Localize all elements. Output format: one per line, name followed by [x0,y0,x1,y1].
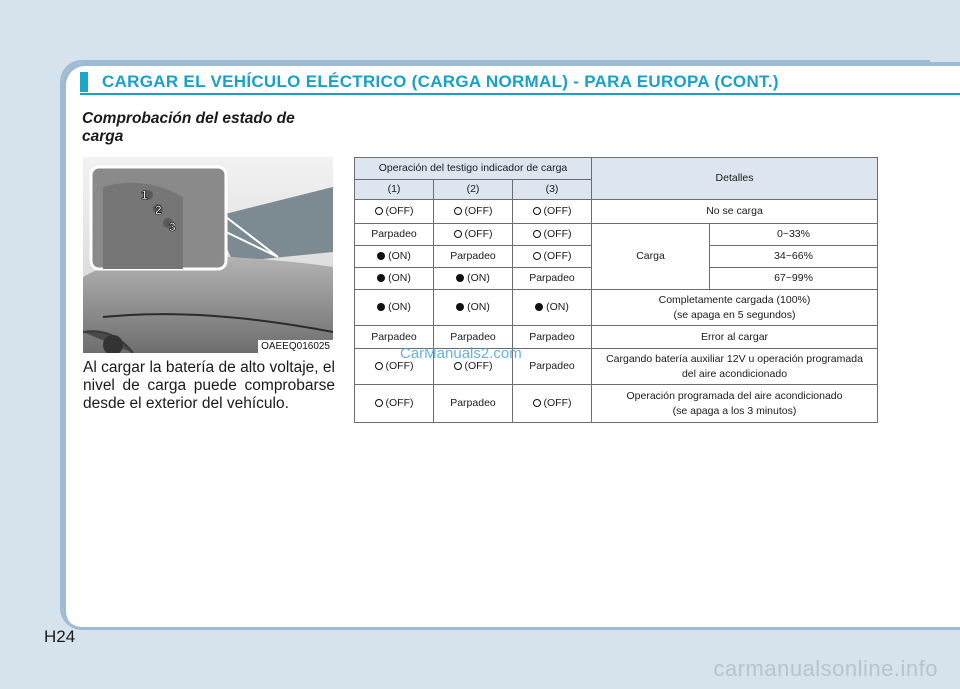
indicator-cell-2 [434,224,513,246]
table-row [355,200,878,224]
indicator-state: Parpadeo [450,250,496,262]
table-row [355,224,878,246]
indicator-state: Parpadeo [450,397,496,409]
indicator-state: (OFF) [385,360,414,372]
indicator-state: (OFF) [543,397,572,409]
lamp-off-icon [375,399,383,407]
detail-cell [592,290,878,326]
indicator-state: (ON) [546,301,569,313]
detail-line-2: (se apaga a los 3 minutos) [672,404,797,417]
footer-brand: carmanualsonline.info [713,656,938,681]
indicator-cell-2 [434,246,513,268]
lamp-off-icon [454,207,462,215]
charge-status-table [354,157,878,423]
callout-1: 1 [141,188,148,202]
indicator-state: (OFF) [543,205,572,217]
indicator-state: (OFF) [464,228,493,240]
indicator-cell-1 [355,200,434,224]
indicator-cell-2 [434,268,513,290]
indicator-cell-3 [513,246,592,268]
detail-line-1: Operación programada del aire acondicionado [626,389,843,402]
lamp-off-icon [454,362,462,370]
callout-2: 2 [155,203,162,217]
vehicle-illustration [83,157,333,353]
indicator-cell-1 [355,268,434,290]
indicator-cell-3 [513,200,592,224]
indicator-cell-3 [513,349,592,385]
lamp-off-icon [454,230,462,238]
indicator-cell-1 [355,246,434,268]
column-1: (1) [355,180,434,200]
lamp-off-icon [533,230,541,238]
indicator-state: (ON) [388,301,411,313]
detail-line-1: Cargando batería auxiliar 12V u operación programada [606,352,863,365]
indicator-cell-3 [513,268,592,290]
detail-line-2: (se apaga en 5 segundos) [673,308,796,321]
header-accent-bar [80,72,88,92]
detail-line-1: Completamente cargada (100%) [658,293,811,306]
lamp-on-icon [456,274,464,282]
detail-cell: Error al cargar [592,326,878,349]
detail-line-2: del aire acondicionado [681,367,788,380]
indicator-state: Parpadeo [529,360,575,372]
detail-cell: 0~33% [710,224,878,246]
indicator-state: (OFF) [543,228,572,240]
carga-cell: Carga [592,224,710,290]
car-hood-drawing [83,157,333,353]
detail-cell: 67~99% [710,268,878,290]
indicator-cell-1 [355,385,434,423]
indicator-state: Parpadeo [371,228,417,240]
indicator-cell-3 [513,290,592,326]
indicator-cell-2 [434,385,513,423]
indicator-state: Parpadeo [371,330,417,343]
indicator-cell-3 [513,326,592,349]
indicator-state: Parpadeo [529,272,575,284]
lamp-on-icon [456,303,464,311]
indicator-state: (ON) [388,250,411,262]
indicator-cell-1 [355,224,434,246]
lamp-off-icon [375,362,383,370]
indicator-state: (OFF) [385,205,414,217]
page-tab [930,52,960,62]
detail-cell [592,349,878,385]
table-row [355,290,878,326]
page-number: H24 [44,627,76,646]
detail-cell: No se carga [592,200,878,224]
indicator-cell-1 [355,290,434,326]
section-title: Comprobación del estado de carga [82,110,295,145]
lamp-off-icon [533,399,541,407]
indicator-state: (OFF) [464,360,493,372]
section-header [80,70,960,94]
lamp-on-icon [377,274,385,282]
lamp-off-icon [533,207,541,215]
header-indicator-operation: Operación del testigo indicador de carga [355,158,592,180]
lamp-on-icon [377,303,385,311]
indicator-cell-3 [513,385,592,423]
body-paragraph: Al cargar la batería de alto voltaje, el nivel de carga puede comprobarse desde el exterior del vehículo. [83,359,335,412]
lamp-on-icon [377,252,385,260]
column-2: (2) [434,180,513,200]
detail-cell: 34~66% [710,246,878,268]
indicator-state: Parpadeo [529,330,575,343]
header-rule [80,93,960,95]
indicator-cell-2 [434,200,513,224]
indicator-state: (ON) [467,301,490,313]
lamp-off-icon [375,207,383,215]
indicator-state: (OFF) [385,397,414,409]
indicator-state: Parpadeo [450,330,496,343]
figure-code: OAEEQ016025 [258,340,333,353]
lamp-on-icon [535,303,543,311]
watermark: CarManuals2.com [400,345,522,362]
detail-cell [592,385,878,423]
indicator-cell-2 [434,290,513,326]
column-3: (3) [513,180,592,200]
indicator-state: (OFF) [543,250,572,262]
indicator-state: (OFF) [464,205,493,217]
indicator-cell-3 [513,224,592,246]
header-details: Detalles [592,158,878,200]
indicator-state: (ON) [388,272,411,284]
callout-3: 3 [169,220,176,234]
page-title: CARGAR EL VEHÍCULO ELÉCTRICO (CARGA NORMAL) - PARA EUROPA (CONT.) [102,72,779,91]
table-row [355,385,878,423]
lamp-off-icon [533,252,541,260]
indicator-state: (ON) [467,272,490,284]
